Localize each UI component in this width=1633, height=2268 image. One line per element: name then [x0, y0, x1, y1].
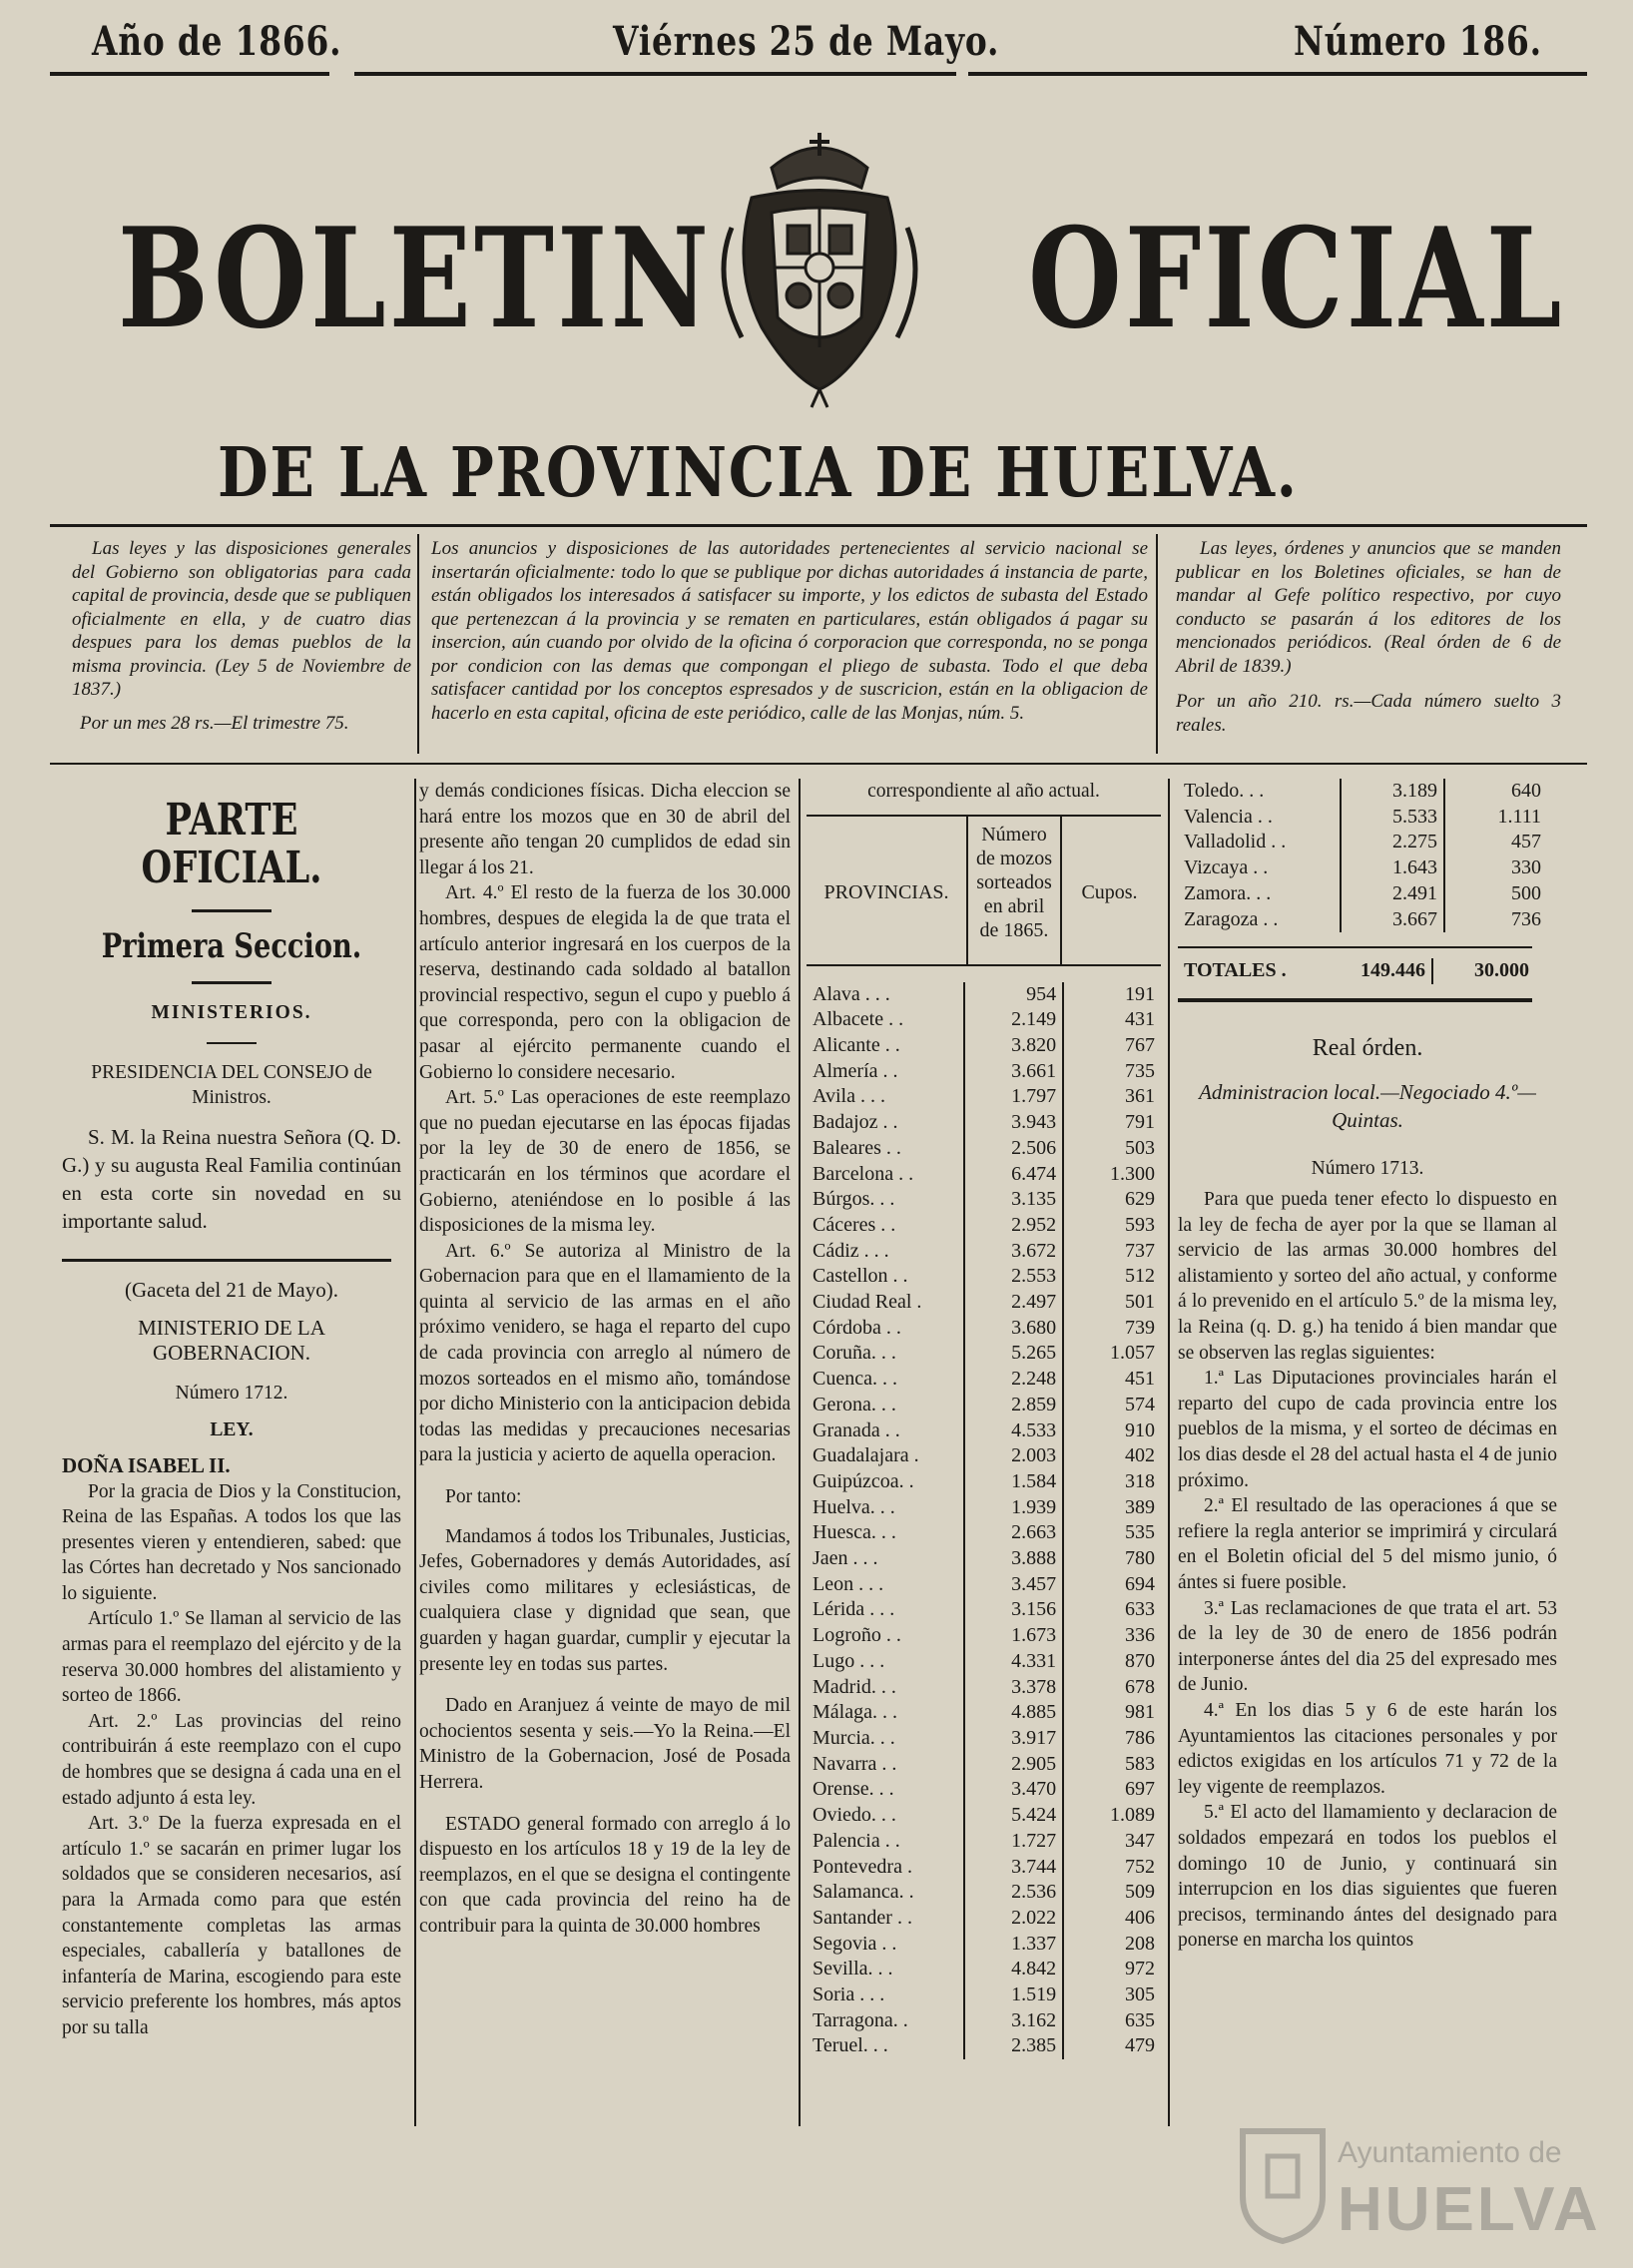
table-row	[807, 1495, 1161, 1521]
province-name: Toledo. . .	[1184, 780, 1265, 802]
province-cupo: 735	[1063, 1059, 1161, 1085]
province-cupo: 500	[1444, 881, 1547, 907]
table-row	[1178, 881, 1547, 907]
province-cupo: 1.089	[1063, 1803, 1161, 1829]
province-cupo: 780	[1063, 1546, 1161, 1572]
province-name: Zaragoza . .	[1184, 907, 1279, 930]
province-cupo: 635	[1063, 2008, 1161, 2034]
province-cupo: 361	[1063, 1084, 1161, 1110]
parte-oficial-heading: PARTE OFICIAL.	[141, 795, 322, 894]
body-top-rule	[50, 763, 1587, 765]
province-mozos: 2.663	[964, 1520, 1063, 1546]
table-row	[807, 1007, 1161, 1033]
section-rule	[62, 1259, 391, 1262]
province-mozos: 3.470	[964, 1777, 1063, 1803]
province-mozos: 3.680	[964, 1316, 1063, 1342]
province-mozos: 1.519	[964, 1983, 1063, 2008]
province-cupo: 870	[1063, 1649, 1161, 1675]
table-row	[807, 1187, 1161, 1213]
mandamos-text: Mandamos á todos los Tribunales, Justicias, Jefes, Gobernadores y demás Autoridades, así civiles como militares y eclesiásticas, de cualquiera clase y dignidad que sean, que guarden y hagan guardar, cumplir y ejecutar la presente ley en todas sus partes.	[419, 1525, 791, 1675]
province-mozos: 3.917	[964, 1726, 1063, 1752]
province-cupo: 678	[1063, 1675, 1161, 1701]
watermark-line-1: Ayuntamiento de	[1338, 2136, 1562, 2169]
province-name: Madrid. . .	[813, 1675, 896, 1698]
table-row	[807, 1443, 1161, 1469]
totals-bottom-rule	[1178, 998, 1532, 1002]
province-cupo: 593	[1063, 1213, 1161, 1239]
ley-article-6: Art. 6.º Se autoriza al Ministro de la Gobernacion para que en el llamamiento de la quinta al servicio de las armas en el año próximo venidero, se haga el reparto del cupo de cada provincia con arreglo al número de mozos sorteados en el mismo año, tomándose por dicho Ministerio con la anticipacion debida todas las medidas y precauciones necesarias para la justicia y acierto de aquella operacion.	[419, 1240, 791, 1466]
province-mozos: 3.661	[964, 1059, 1063, 1085]
table-row	[807, 1957, 1161, 1983]
table-header-bottom-rule	[807, 964, 1161, 966]
province-name: Coruña. . .	[813, 1342, 896, 1365]
province-mozos: 2.536	[964, 1880, 1063, 1906]
table-row	[807, 1520, 1161, 1546]
table-row	[807, 1367, 1161, 1393]
province-mozos: 1.797	[964, 1084, 1063, 1110]
province-cupo: 981	[1063, 1700, 1161, 1726]
ayuntamiento-watermark	[1238, 2116, 1601, 2256]
regla-5: 5.ª El acto del llamamiento y declaracion de soldados empezará en todos los pueblos el domingo 10 de Junio, y continuará sin interrupcion en los dias siguientes que fueren precisos, terminando ántes del designado para ponerse en marcha los quintos	[1178, 1802, 1557, 1952]
province-cupo: 910	[1063, 1418, 1161, 1444]
notice-laws-price: Por un mes 28 rs.—El trimestre 75.	[80, 712, 349, 734]
table-row	[807, 1033, 1161, 1059]
province-mozos: 3.135	[964, 1187, 1063, 1213]
ley-preamble: Por la gracia de Dios y la Constitucion, Reina de las Españas. A todos los que las presentes vieren y entendieren, sabed: que las Córtes han decretado y Nos sancionado lo siguiente.	[62, 1480, 401, 1604]
column-3-table	[807, 779, 1161, 2059]
province-mozos: 1.727	[964, 1829, 1063, 1855]
ministerios-heading: MINISTERIOS.	[151, 1002, 312, 1024]
issue-number: Número 186.	[1294, 18, 1542, 65]
table-row	[807, 1546, 1161, 1572]
province-cupo: 318	[1063, 1469, 1161, 1495]
table-row	[807, 1136, 1161, 1162]
ley-article-1: Artículo 1.º Se llaman al servicio de las armas para el reemplazo del ejército y de la reserva 30.000 hombres del alistamiento y sorteo de 1866.	[62, 1608, 401, 1707]
notice-laws-text: Las leyes y las disposiciones generales del Gobierno son obligatorias para cada capital de provincia, desde que se publiquen oficialmente en ella, y de cuatro dias despues para los demas pueblos de la misma provincia. (Ley 5 de Noviembre de 1837.)	[72, 538, 411, 700]
totals-label: TOTALES .	[1184, 959, 1287, 982]
province-cupo: 697	[1063, 1777, 1161, 1803]
table-row	[807, 1803, 1161, 1829]
province-mozos: 3.888	[964, 1546, 1063, 1572]
table-row	[807, 1110, 1161, 1136]
province-mozos: 3.457	[964, 1572, 1063, 1598]
province-mozos: 3.744	[964, 1855, 1063, 1881]
province-name: Guipúzcoa. .	[813, 1469, 914, 1492]
province-name: Huelva. . .	[813, 1495, 895, 1518]
province-mozos: 4.331	[964, 1649, 1063, 1675]
province-name: Málaga. . .	[813, 1701, 897, 1724]
table-row	[807, 1983, 1161, 2008]
province-mozos: 3.162	[964, 2008, 1063, 2034]
masthead-left: BOLETIN	[118, 197, 713, 359]
province-cupo: 629	[1063, 1187, 1161, 1213]
header-provincias: PROVINCIAS.	[823, 880, 949, 903]
table-row	[1178, 779, 1547, 805]
table-row	[807, 1649, 1161, 1675]
province-cupo: 457	[1444, 830, 1547, 855]
table-row	[807, 1341, 1161, 1367]
estado-general-intro: ESTADO general formado con arreglo á lo dispuesto en los artículos 18 y 19 de la ley de reemplazos, en el que se designa el contingente con que cada provincia del reino ha de contribuir para la quinta de 30.000 hombres	[419, 1813, 791, 1937]
notice-laws	[72, 537, 411, 735]
table-row	[807, 1675, 1161, 1701]
notice-orders	[1176, 537, 1561, 737]
province-mozos: 2.385	[964, 2033, 1063, 2059]
province-mozos: 3.189	[1341, 779, 1444, 805]
province-cupo: 972	[1063, 1957, 1161, 1983]
province-mozos: 3.820	[964, 1033, 1063, 1059]
notice-announcements-text: Los anuncios y disposiciones de las autoridades pertenecientes al servicio nacional se insertarán oficialmente: todo lo que se publique por dichas autoridades á instancia de parte, están obligados los interesados á satisfacer su importe, y los edictos de subasta del Estado que pertenezcan á la provincia y se rematen en particulares, están obligados á pagar su insercion, aún cuando por olvido de la oficina ó corporacion que corresponda, no se ponga por condicion con las demas que compongan el pliego de subasta. Todo el que deba satisfacer cantidad por los conceptos espresados y de suscricion, están en la obligacion de hacerlo en esta capital, oficina de este periódico, calle de las Monjas, núm. 5.	[431, 538, 1148, 724]
province-name: Valladolid . .	[1184, 831, 1287, 853]
dado-en-aranjuez: Dado en Aranjuez á veinte de mayo de mil ochocientos sesenta y seis.—Yo la Reina.—El Ministro de la Gobernacion, José de Posada Herrera.	[419, 1695, 791, 1793]
province-cupo: 791	[1063, 1110, 1161, 1136]
table-row	[807, 1084, 1161, 1110]
province-name: Albacete . .	[813, 1008, 904, 1031]
ley-article-4: Art. 4.º El resto de la fuerza de los 30.000 hombres, despues de elegida la de que trata el artículo anterior ingresará en los cuerpos de la reserva, destinando cada soldado al batallon provincial respectivo, segun el cupo y pueblo á que corresponda, pero con la obligacion de pasar al ejército permanente cuando el Gobierno lo considere necesario.	[419, 882, 791, 1083]
table-row	[807, 1239, 1161, 1265]
province-cupo: 1.057	[1063, 1341, 1161, 1367]
city-shield-icon	[1238, 2126, 1328, 2246]
ley-article-2: Art. 2.º Las provincias del reino contribuirán á este reemplazo con el cupo de hombres que se designa á cada una en el estado adjunto á esta ley.	[62, 1710, 401, 1809]
notice-announcements	[431, 537, 1148, 725]
ministerio-gobernacion: MINISTERIO DE LA GOBERNACION.	[138, 1315, 325, 1366]
top-rule-right	[968, 72, 1587, 76]
province-mozos: 1.939	[964, 1495, 1063, 1521]
province-mozos: 3.156	[964, 1597, 1063, 1623]
table-row	[1178, 830, 1547, 855]
province-mozos: 2.859	[964, 1393, 1063, 1418]
province-name: Barcelona . .	[813, 1162, 914, 1185]
ornament-rule	[192, 981, 272, 984]
province-name: Cuenca. . .	[813, 1368, 897, 1391]
royal-coat-of-arms	[712, 128, 927, 409]
issue-date: Viérnes 25 de Mayo.	[613, 18, 1000, 65]
province-name: Badajoz . .	[813, 1111, 898, 1134]
province-mozos: 1.584	[964, 1469, 1063, 1495]
province-cupo: 739	[1063, 1316, 1161, 1342]
province-cupo: 451	[1063, 1367, 1161, 1393]
province-name: Murcia. . .	[813, 1726, 895, 1749]
table-row	[807, 1880, 1161, 1906]
province-mozos: 2.497	[964, 1290, 1063, 1316]
province-cupo: 694	[1063, 1572, 1161, 1598]
province-cupo: 512	[1063, 1264, 1161, 1290]
col2-continuation: y demás condiciones físicas. Dicha eleccion se hará entre los mozos que en 30 de abril del presente año tengan 20 cumplidos de edad sin llegar á los 21.	[419, 781, 791, 878]
totals-mozos: 149.446	[1361, 959, 1425, 982]
province-mozos: 5.533	[1341, 805, 1444, 831]
province-mozos: 3.672	[964, 1239, 1063, 1265]
table-row	[807, 982, 1161, 1008]
province-mozos: 3.667	[1341, 907, 1444, 933]
primera-seccion-heading: Primera Seccion.	[101, 925, 362, 966]
table-row	[1178, 805, 1547, 831]
province-cupo: 191	[1063, 982, 1161, 1008]
province-mozos: 2.275	[1341, 830, 1444, 855]
province-mozos: 3.378	[964, 1675, 1063, 1701]
table-row	[807, 1829, 1161, 1855]
province-cupo: 501	[1063, 1290, 1161, 1316]
table-row	[1178, 855, 1547, 881]
table-header	[807, 817, 1161, 964]
province-name: Oviedo. . .	[813, 1804, 896, 1827]
table-row	[807, 1469, 1161, 1495]
notice-orders-price: Por un año 210. rs.—Cada número suelto 3 reales.	[1176, 691, 1561, 736]
administracion-heading: Administracion local.—Negociado 4.º—Quintas.	[1199, 1079, 1536, 1132]
province-mozos: 2.506	[964, 1136, 1063, 1162]
table-row	[807, 1213, 1161, 1239]
province-mozos: 3.943	[964, 1110, 1063, 1136]
province-name: Guadalajara .	[813, 1444, 919, 1467]
province-name: Leon . . .	[813, 1572, 884, 1595]
totals-row	[1178, 958, 1535, 984]
notice-top-rule	[50, 524, 1587, 527]
table-row	[807, 1932, 1161, 1958]
province-name: Tarragona. .	[813, 2008, 908, 2031]
isabel-heading: DOÑA ISABEL II.	[62, 1452, 231, 1477]
province-cupo: 509	[1063, 1880, 1161, 1906]
province-name: Segovia . .	[813, 1932, 897, 1955]
province-cupo: 402	[1063, 1443, 1161, 1469]
issue-year: Año de 1866.	[92, 18, 342, 65]
province-cupo: 574	[1063, 1393, 1161, 1418]
masthead-right: OFICIAL	[1028, 197, 1565, 359]
province-name: Zamora. . .	[1184, 881, 1272, 904]
column-rule-3	[1168, 779, 1170, 2126]
province-cupo: 767	[1063, 1033, 1161, 1059]
province-name: Sevilla. . .	[813, 1958, 893, 1981]
province-name: Búrgos. . .	[813, 1188, 895, 1211]
province-name: Granada . .	[813, 1418, 900, 1441]
province-name: Alicante . .	[813, 1034, 900, 1056]
province-cupo: 1.300	[1063, 1162, 1161, 1188]
ley-article-5: Art. 5.º Las operaciones de este reemplazo que no puedan ejecutarse en las épocas fijadas por la ley de 30 de enero de 1856, se practicarán en los términos que acordare el Gobierno, ateniéndose en lo posible á las disposiciones de la misma ley.	[419, 1087, 791, 1237]
table-row	[807, 1059, 1161, 1085]
column-2	[419, 779, 791, 1940]
province-cupo: 736	[1444, 907, 1547, 933]
header-cupos: Cupos.	[1081, 880, 1138, 903]
province-mozos: 2.952	[964, 1213, 1063, 1239]
table-row	[807, 1700, 1161, 1726]
ley-article-3: Art. 3.º De la fuerza expresada en el artículo 1.º se sacarán en primer lugar los soldados que se consideren necesarios, así para la Armada como para que estén constantemente completas las armas especiales, caballería y batallones de infantería de Marina, escogiendo para este servicio preferente los hombres, más aptos por su talla	[62, 1813, 401, 2038]
province-name: Jaen . . .	[813, 1547, 878, 1570]
province-name: Lérida . . .	[813, 1598, 895, 1621]
column-rule-2	[799, 779, 801, 2126]
province-mozos: 4.885	[964, 1700, 1063, 1726]
province-cupo: 479	[1063, 2033, 1161, 2059]
province-cupo: 330	[1444, 855, 1547, 881]
ley-number: Número 1712.	[175, 1382, 288, 1404]
table-row	[807, 1752, 1161, 1778]
province-mozos: 2.248	[964, 1367, 1063, 1393]
presidencia-heading: PRESIDENCIA DEL CONSEJO de Ministros.	[91, 1061, 372, 1109]
table-row	[807, 2008, 1161, 2034]
provinces-table-continued	[1178, 779, 1547, 932]
regla-3: 3.ª Las reclamaciones de que trata el art. 53 de la ley de 30 de enero de 1856 podrán interponerse ántes del dia 25 del expresado mes de Junio.	[1178, 1597, 1557, 1696]
province-name: Salamanca. .	[813, 1881, 914, 1904]
province-name: Alava . . .	[813, 982, 890, 1005]
table-row	[807, 1290, 1161, 1316]
province-cupo: 389	[1063, 1495, 1161, 1521]
notice-orders-text: Las leyes, órdenes y anuncios que se manden publicar en los Boletines oficiales, se han de mandar al Gefe político respectivo, por cuyo conducto se pasarán á los editores de los mencionados periódicos. (Real órden de 6 de Abril de 1839.)	[1176, 538, 1561, 677]
column-rule-1	[414, 779, 416, 2126]
regla-1: 1.ª Las Diputaciones provinciales harán el reparto del cupo de cada provincia entre los pueblos de la misma, y el sorteo de décimas en los dias desde el 28 del actual hasta el 4 de junio próximo.	[1178, 1368, 1557, 1491]
table-row	[807, 1777, 1161, 1803]
province-mozos: 2.491	[1341, 881, 1444, 907]
province-cupo: 640	[1444, 779, 1547, 805]
province-cupo: 1.111	[1444, 805, 1547, 831]
province-cupo: 208	[1063, 1932, 1161, 1958]
notice-divider-1	[417, 534, 419, 754]
por-tanto: Por tanto:	[445, 1486, 522, 1508]
table-row	[807, 1264, 1161, 1290]
notice-divider-2	[1156, 534, 1158, 754]
province-mozos: 2.003	[964, 1443, 1063, 1469]
table-row	[807, 1906, 1161, 1932]
province-name: Teruel. . .	[813, 2034, 888, 2057]
table-row	[807, 1855, 1161, 1881]
province-cupo: 752	[1063, 1855, 1161, 1881]
province-cupo: 535	[1063, 1520, 1161, 1546]
top-rule-left	[50, 72, 329, 76]
real-orden-heading: Real órden.	[1312, 1034, 1423, 1061]
province-mozos: 6.474	[964, 1162, 1063, 1188]
top-rule-middle	[354, 72, 956, 76]
province-mozos: 2.905	[964, 1752, 1063, 1778]
table-intro: correspondiente al año actual.	[867, 781, 1100, 802]
province-name: Valencia . .	[1184, 805, 1273, 828]
province-name: Gerona. . .	[813, 1393, 896, 1416]
province-name: Lugo . . .	[813, 1649, 885, 1672]
province-name: Almería . .	[813, 1059, 898, 1082]
province-cupo: 633	[1063, 1597, 1161, 1623]
province-name: Logroño . .	[813, 1624, 901, 1647]
province-name: Avila . . .	[813, 1085, 885, 1108]
table-row	[807, 1726, 1161, 1752]
table-row	[807, 1572, 1161, 1598]
province-mozos: 954	[964, 982, 1063, 1008]
province-mozos: 4.533	[964, 1418, 1063, 1444]
table-row	[807, 2033, 1161, 2059]
province-name: Cáceres . .	[813, 1213, 896, 1236]
province-cupo: 431	[1063, 1007, 1161, 1033]
table-row	[1178, 907, 1547, 933]
province-cupo: 347	[1063, 1829, 1161, 1855]
table-row	[807, 1418, 1161, 1444]
presidencia-text: S. M. la Reina nuestra Señora (Q. D. G.) y su augusta Real Familia continúan en esta corte sin novedad en su importante salud.	[62, 1124, 401, 1233]
province-cupo: 503	[1063, 1136, 1161, 1162]
province-name: Baleares . .	[813, 1136, 901, 1159]
provinces-table	[807, 982, 1161, 2060]
table-row	[807, 1623, 1161, 1649]
province-name: Soria . . .	[813, 1984, 885, 2006]
province-mozos: 4.842	[964, 1957, 1063, 1983]
header-numero-mozos: Número de mozos sorteados en abril de 1865.	[966, 817, 1062, 964]
ornament-rule	[192, 909, 272, 912]
real-orden-number: Número 1713.	[1311, 1157, 1424, 1179]
masthead-subtitle: DE LA PROVINCIA DE HUELVA.	[218, 433, 1299, 513]
province-cupo: 583	[1063, 1752, 1161, 1778]
totals-top-rule	[1178, 946, 1532, 948]
table-row	[807, 1393, 1161, 1418]
province-name: Castellon . .	[813, 1265, 908, 1288]
province-cupo: 737	[1063, 1239, 1161, 1265]
province-mozos: 5.424	[964, 1803, 1063, 1829]
province-name: Ciudad Real .	[813, 1291, 922, 1314]
column-1	[62, 779, 401, 2041]
province-cupo: 786	[1063, 1726, 1161, 1752]
province-mozos: 2.553	[964, 1264, 1063, 1290]
province-name: Santander . .	[813, 1906, 912, 1929]
province-cupo: 406	[1063, 1906, 1161, 1932]
province-name: Córdoba . .	[813, 1316, 901, 1339]
province-mozos: 2.149	[964, 1007, 1063, 1033]
watermark-line-2: HUELVA	[1338, 2175, 1601, 2244]
province-name: Pontevedra .	[813, 1855, 912, 1878]
province-name: Navarra . .	[813, 1752, 897, 1775]
province-name: Cádiz . . .	[813, 1239, 889, 1262]
regla-2: 2.ª El resultado de las operaciones á que se refiere la regla anterior se imprimirá y circulará en el Boletin oficial del 5 del mismo junio, ó ántes si fuere posible.	[1178, 1495, 1557, 1594]
province-name: Vizcaya . .	[1184, 856, 1269, 879]
real-orden-preamble: Para que pueda tener efecto lo dispuesto en la ley de fecha de ayer por la que se llaman al servicio de las armas 30.000 hombres del alistamiento y sorteo del año actual, y conforme á lo prevenido en el artículo 5.º de la misma ley, la Reina (q. D. g.) ha tenido á bien mandar que se observen las reglas siguientes:	[1178, 1189, 1557, 1364]
gaceta-ref: (Gaceta del 21 de Mayo).	[125, 1277, 338, 1302]
province-cupo: 305	[1063, 1983, 1161, 2008]
province-mozos: 5.265	[964, 1341, 1063, 1367]
table-row	[807, 1162, 1161, 1188]
ley-heading: LEY.	[210, 1419, 254, 1441]
totals-cupos: 30.000	[1432, 958, 1535, 984]
table-row	[807, 1316, 1161, 1342]
province-mozos: 1.337	[964, 1932, 1063, 1958]
regla-4: 4.ª En los dias 5 y 6 de este harán los Ayuntamientos las citaciones personales y por edictos exigidas en los artículos 71 y 72 de la ley vigente de reemplazos.	[1178, 1699, 1557, 1798]
ornament-rule	[207, 1042, 257, 1044]
province-cupo: 336	[1063, 1623, 1161, 1649]
province-name: Huesca. . .	[813, 1521, 896, 1544]
column-4	[1178, 779, 1557, 1954]
province-name: Orense. . .	[813, 1778, 894, 1801]
province-mozos: 1.673	[964, 1623, 1063, 1649]
table-row	[807, 1597, 1161, 1623]
province-name: Palencia . .	[813, 1829, 900, 1852]
province-mozos: 2.022	[964, 1906, 1063, 1932]
province-mozos: 1.643	[1341, 855, 1444, 881]
